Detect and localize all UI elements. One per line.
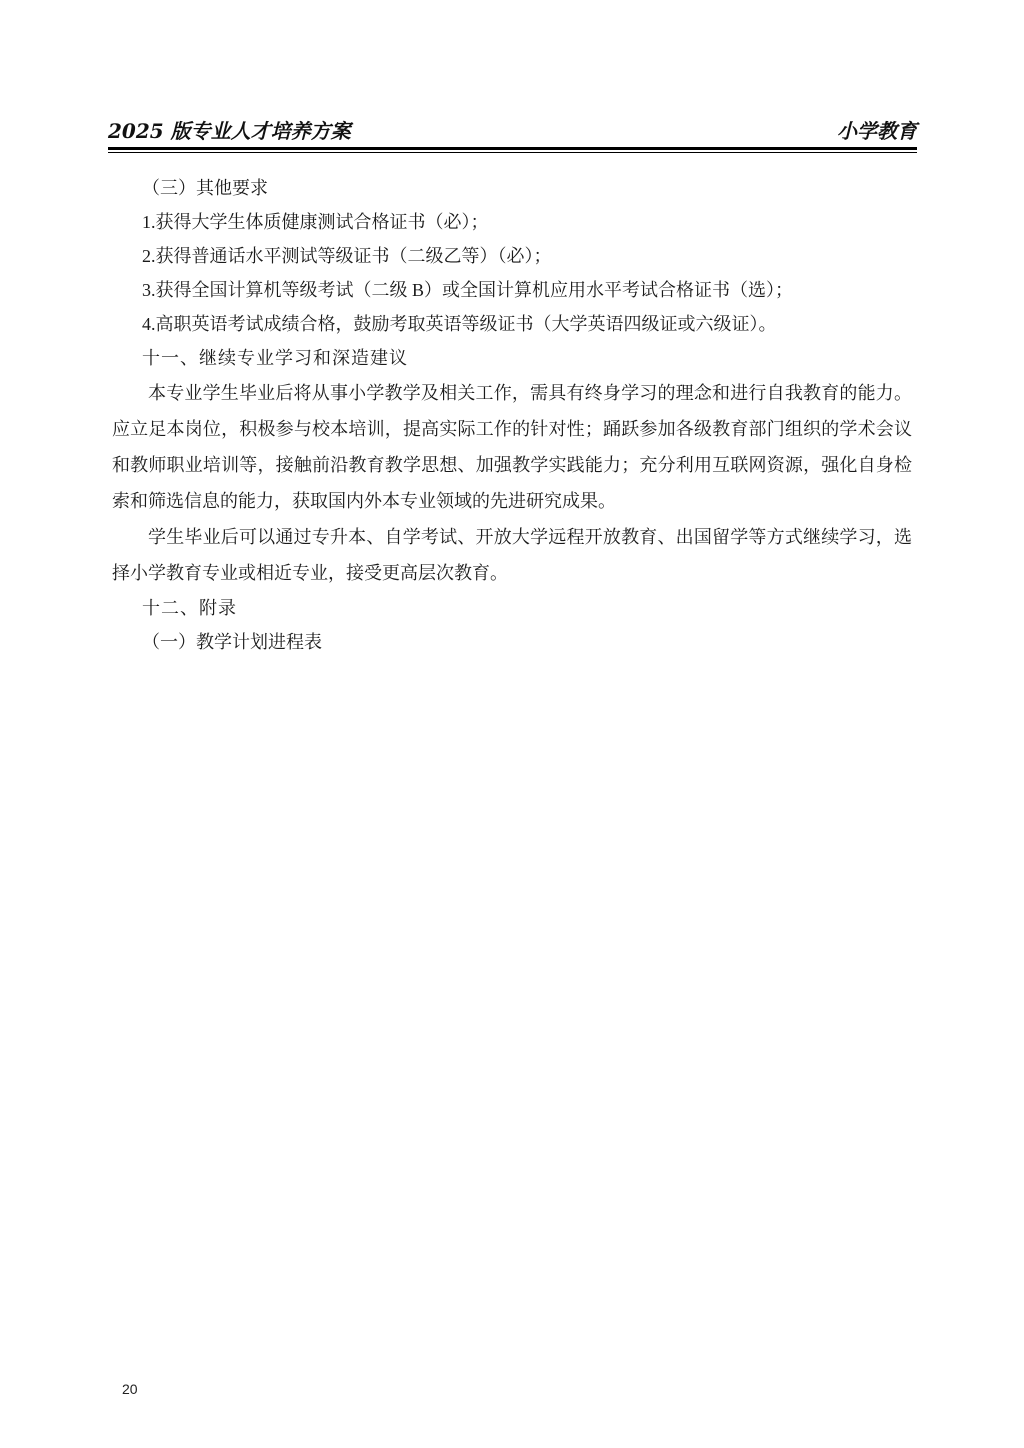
requirement-item-3: 3.获得全国计算机等级考试（二级 B）或全国计算机应用水平考试合格证书（选）；	[142, 280, 794, 300]
subsection-heading-other-requirements: （三）其他要求	[142, 178, 268, 198]
header-rule-thick	[108, 147, 917, 150]
header-left-title: 2025 版专业人才培养方案	[108, 119, 351, 143]
page-number: 20	[122, 1381, 138, 1397]
page-body	[112, 171, 912, 659]
section-heading-appendix: 十二、附录	[142, 598, 237, 618]
section-heading-continuing-study: 十一、继续专业学习和深造建议	[142, 348, 408, 368]
page-header-titles	[108, 118, 917, 144]
paragraph-continuing-study-2: 学生毕业后可以通过专升本、自学考试、开放大学远程开放教育、出国留学等方式继续学习，选择小学教育专业或相近专业，接受更高层次教育。	[112, 527, 912, 583]
paragraph-continuing-study-1: 本专业学生毕业后将从事小学教学及相关工作，需具有终身学习的理念和进行自我教育的能力。应立足本岗位，积极参与校本培训，提高实际工作的针对性；踊跃参加各级教育部门组织的学术会议和教师职业培训等，接触前沿教育教学思想、加强教学实践能力；充分利用互联网资源，强化自身检索和筛选信息的能力，获取国内外本专业领域的先进研究成果。	[112, 383, 912, 511]
requirement-item-4: 4.高职英语考试成绩合格，鼓励考取英语等级证书（大学英语四级证或六级证）。	[142, 314, 777, 334]
header-right-title: 小学教育	[837, 119, 917, 143]
requirement-item-2: 2.获得普通话水平测试等级证书（二级乙等）（必）；	[142, 246, 552, 266]
header-rule-thin	[108, 152, 917, 154]
page-header	[108, 118, 917, 153]
appendix-item-teaching-plan: （一）教学计划进程表	[142, 632, 322, 652]
requirement-item-1: 1.获得大学生体质健康测试合格证书（必）；	[142, 212, 489, 232]
